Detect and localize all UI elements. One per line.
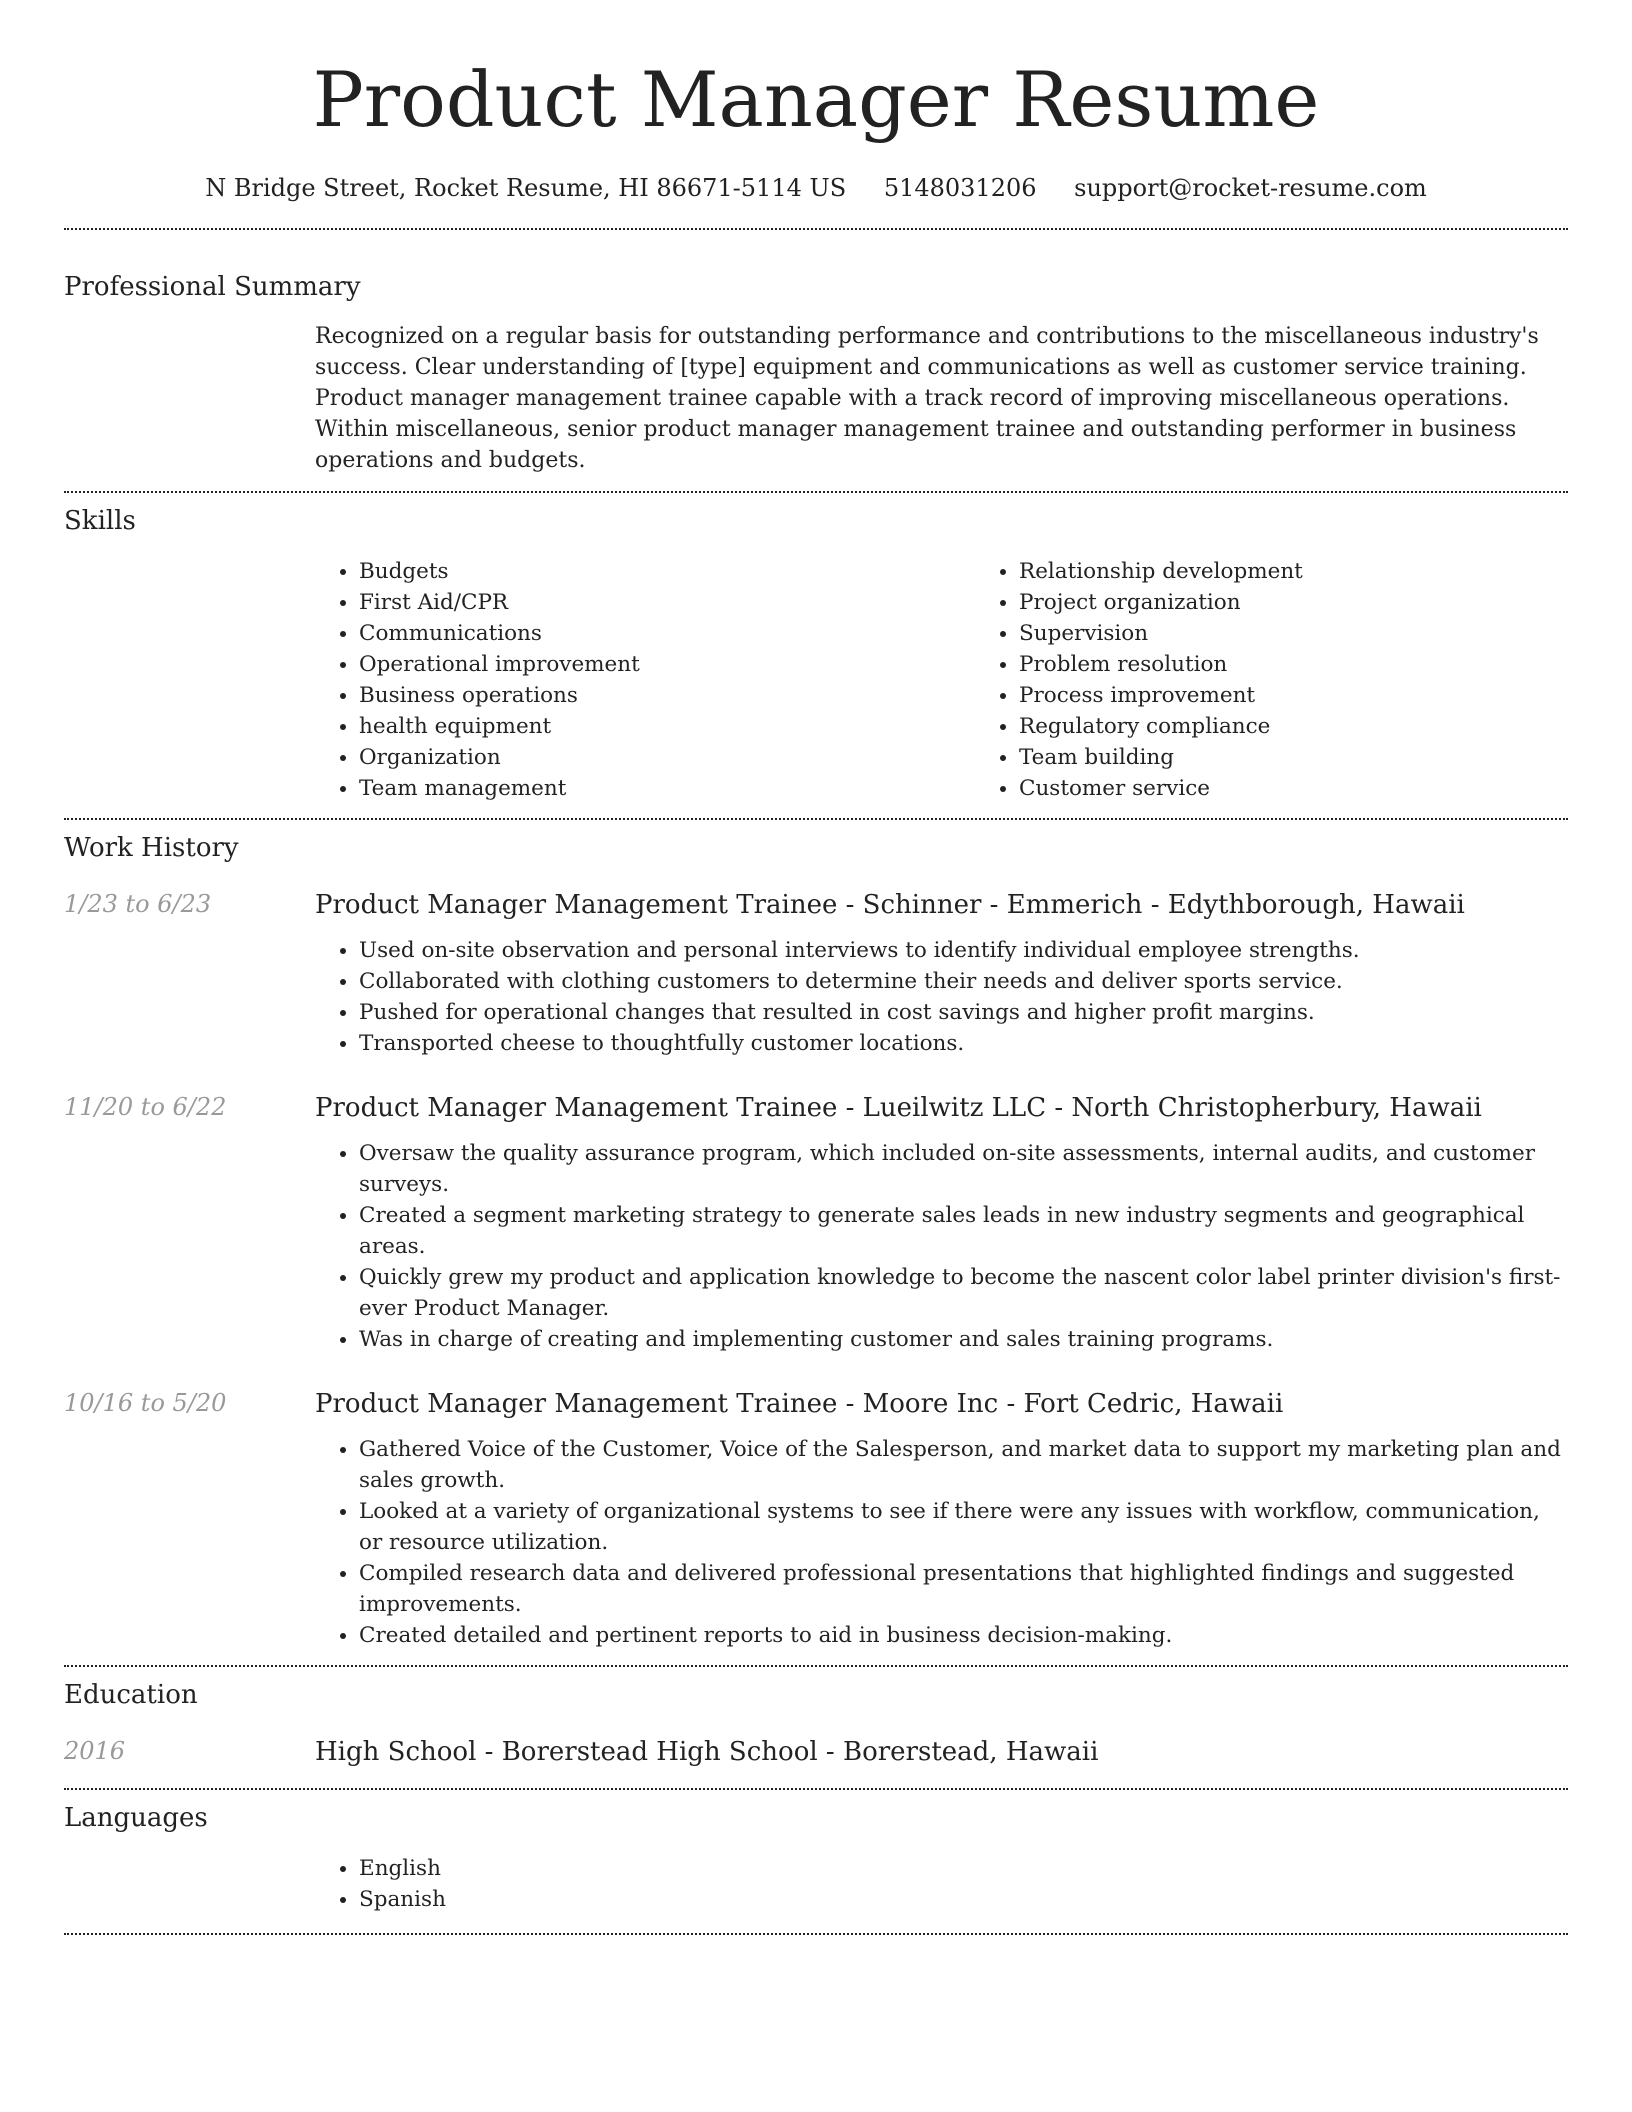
education-section-title: Education bbox=[64, 1680, 198, 1710]
divider bbox=[64, 1933, 1568, 1935]
job-heading: Product Manager Management Trainee - Schinner - Emmerich - Edythborough, Hawaii bbox=[315, 890, 1465, 920]
job-bullet: • Pushed for operational changes that resulted in cost savings and higher profit margins. bbox=[359, 997, 1568, 1028]
summary-left-spacer bbox=[64, 321, 315, 476]
skill-item: • Organization bbox=[359, 742, 975, 773]
job-bullet: • Transported cheese to thoughtfully customer locations. bbox=[359, 1028, 1568, 1059]
languages-left-spacer bbox=[64, 1853, 315, 1915]
job-bullet: • Looked at a variety of organizational systems to see if there were any issues with workflow, communication, or resource utilization. bbox=[359, 1496, 1568, 1558]
summary-row bbox=[64, 321, 1568, 476]
job-dates: 11/20 to 6/22 bbox=[64, 1093, 227, 1121]
job-bullet: • Quickly grew my product and application knowledge to become the nascent color label printer division's first-ever Product Manager. bbox=[359, 1262, 1568, 1324]
languages-section-title: Languages bbox=[64, 1803, 208, 1833]
work-section-title: Work History bbox=[64, 833, 239, 863]
divider bbox=[64, 818, 1568, 820]
skill-item: • Project organization bbox=[1019, 587, 1632, 618]
contact-phone: 5148031206 bbox=[883, 174, 1037, 202]
skills-row bbox=[64, 556, 1568, 804]
job-bullet: • Was in charge of creating and implementing customer and sales training programs. bbox=[359, 1324, 1568, 1355]
job-bullet: • Used on-site observation and personal interviews to identify individual employee strengths. bbox=[359, 935, 1568, 966]
skill-item: • Problem resolution bbox=[1019, 649, 1632, 680]
divider bbox=[64, 1788, 1568, 1790]
job-bullet: • Compiled research data and delivered professional presentations that highlighted findings and suggested improvements. bbox=[359, 1558, 1568, 1620]
skill-item: • Process improvement bbox=[1019, 680, 1632, 711]
job-bullet: • Collaborated with clothing customers to determine their needs and deliver sports service. bbox=[359, 966, 1568, 997]
education-entry bbox=[64, 1735, 1568, 1769]
summary-text: Recognized on a regular basis for outstanding performance and contributions to the miscellaneous industry's success. Clear understanding of [type] equipment and communications as well as customer service training. Product manager management trainee capable with a track record of improving miscellaneous operations. Within miscellaneous, senior product manager management trainee and outstanding performer in business operations and budgets. bbox=[315, 324, 1539, 473]
skill-item: • Communications bbox=[359, 618, 975, 649]
skill-item: • Team management bbox=[359, 773, 975, 804]
language-item: • English bbox=[359, 1853, 1568, 1884]
languages-row bbox=[64, 1853, 1568, 1915]
skills-section-title: Skills bbox=[64, 506, 136, 536]
language-item: • Spanish bbox=[359, 1884, 1568, 1915]
divider bbox=[64, 228, 1568, 230]
skill-item: • Supervision bbox=[1019, 618, 1632, 649]
skill-item: • First Aid/CPR bbox=[359, 587, 975, 618]
skills-list-left bbox=[315, 556, 975, 804]
skills-left-spacer bbox=[64, 556, 315, 804]
summary-section-title: Professional Summary bbox=[64, 272, 361, 302]
resume-title: Product Manager Resume bbox=[312, 55, 1320, 144]
divider bbox=[64, 1665, 1568, 1667]
job-entry bbox=[64, 1387, 1568, 1651]
job-bullet: • Oversaw the quality assurance program, which included on-site assessments, internal audits, and customer surveys. bbox=[359, 1138, 1568, 1200]
contact-email: support@rocket-resume.com bbox=[1074, 174, 1427, 202]
job-entry bbox=[64, 1091, 1568, 1355]
skills-grid bbox=[315, 556, 1632, 804]
skills-list-right bbox=[975, 556, 1632, 804]
job-entry bbox=[64, 888, 1568, 1059]
skill-item: • Relationship development bbox=[1019, 556, 1632, 587]
education-year: 2016 bbox=[64, 1737, 126, 1765]
job-bullets bbox=[315, 1138, 1568, 1355]
job-heading: Product Manager Management Trainee - Lueilwitz LLC - North Christopherbury, Hawaii bbox=[315, 1093, 1482, 1123]
languages-list bbox=[315, 1853, 1568, 1915]
job-dates: 1/23 to 6/23 bbox=[64, 890, 212, 918]
divider bbox=[64, 491, 1568, 493]
contact-address: N Bridge Street, Rocket Resume, HI 86671-5114 US bbox=[205, 174, 847, 202]
skill-item: • health equipment bbox=[359, 711, 975, 742]
job-bullet: • Created detailed and pertinent reports to aid in business decision-making. bbox=[359, 1620, 1568, 1651]
job-bullets bbox=[315, 935, 1568, 1059]
job-bullet: • Created a segment marketing strategy to generate sales leads in new industry segments and geographical areas. bbox=[359, 1200, 1568, 1262]
skill-item: • Operational improvement bbox=[359, 649, 975, 680]
job-bullet: • Gathered Voice of the Customer, Voice of the Salesperson, and market data to support my marketing plan and sales growth. bbox=[359, 1434, 1568, 1496]
job-heading: Product Manager Management Trainee - Moore Inc - Fort Cedric, Hawaii bbox=[315, 1389, 1284, 1419]
skill-item: • Budgets bbox=[359, 556, 975, 587]
job-bullets bbox=[315, 1434, 1568, 1651]
skill-item: • Regulatory compliance bbox=[1019, 711, 1632, 742]
skill-item: • Business operations bbox=[359, 680, 975, 711]
contact-line bbox=[64, 172, 1568, 204]
skill-item: • Team building bbox=[1019, 742, 1632, 773]
job-dates: 10/16 to 5/20 bbox=[64, 1389, 227, 1417]
education-heading: High School - Borerstead High School - Borerstead, Hawaii bbox=[315, 1737, 1099, 1767]
skill-item: • Customer service bbox=[1019, 773, 1632, 804]
